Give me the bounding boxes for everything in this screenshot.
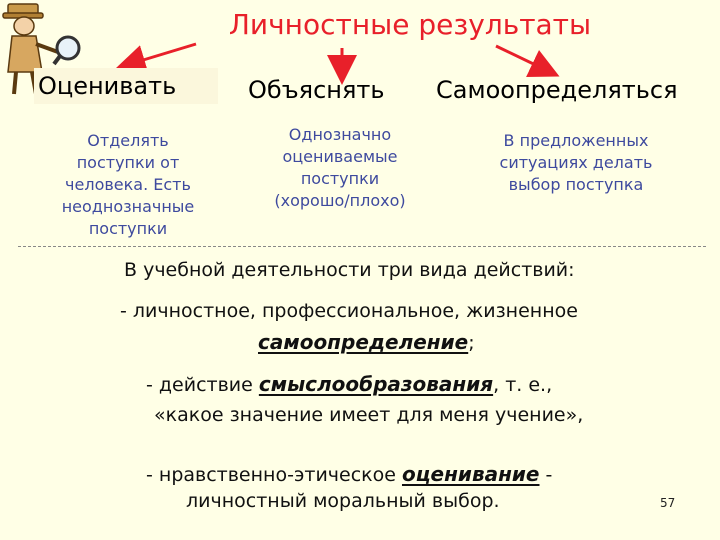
description-line: неоднозначные — [61, 197, 195, 216]
description-line: выбор поступка — [508, 175, 644, 194]
description-explain — [250, 124, 430, 212]
description-line: В предложенных — [503, 131, 649, 150]
page-number: 57 — [660, 496, 676, 510]
description-line: поступки — [300, 169, 380, 188]
slide-title: Личностные результаты — [228, 8, 592, 41]
description-line: Однозначно — [288, 125, 392, 144]
body-item1-suffix: ; — [468, 332, 475, 354]
arrow-right — [496, 46, 546, 70]
body-item1-text: - личностное, профессиональное, жизненное — [120, 300, 578, 322]
heading-evaluate: Оценивать — [34, 68, 218, 104]
body-item3-line2: личностный моральный выбор. — [186, 490, 500, 512]
body-item1-term-line — [258, 330, 475, 354]
description-line: (хорошо/плохо) — [274, 191, 406, 210]
description-line: ситуациях делать — [499, 153, 653, 172]
description-line: поступки — [88, 219, 168, 238]
dashed-divider — [18, 246, 706, 247]
term-self-determination: самоопределение — [258, 330, 469, 354]
body-item3-prefix: - нравственно-этическое — [146, 464, 402, 486]
description-line: оцениваемые — [282, 147, 398, 166]
body-item2-prefix: - действие — [146, 374, 259, 396]
description-self-determine — [478, 130, 674, 196]
description-line: человека. Есть — [65, 175, 191, 194]
body-item2 — [146, 372, 552, 396]
body-item2-line2: «какое значение имеет для меня учение», — [154, 404, 584, 426]
description-line: поступки от — [76, 153, 180, 172]
heading-explain: Объяснять — [248, 76, 385, 104]
term-evaluation: оценивание — [401, 462, 540, 486]
arrow-left — [130, 44, 196, 64]
term-meaning-formation: смыслообразования — [258, 372, 494, 396]
body-item3 — [146, 462, 552, 486]
body-item2-suffix: , т. е., — [493, 374, 553, 396]
description-line: Отделять — [87, 131, 169, 150]
body-item3-suffix: - — [539, 464, 553, 486]
heading-self-determine: Самоопределяться — [436, 76, 678, 104]
description-evaluate — [42, 130, 214, 240]
body-intro: В учебной деятельности три вида действий: — [124, 259, 575, 281]
